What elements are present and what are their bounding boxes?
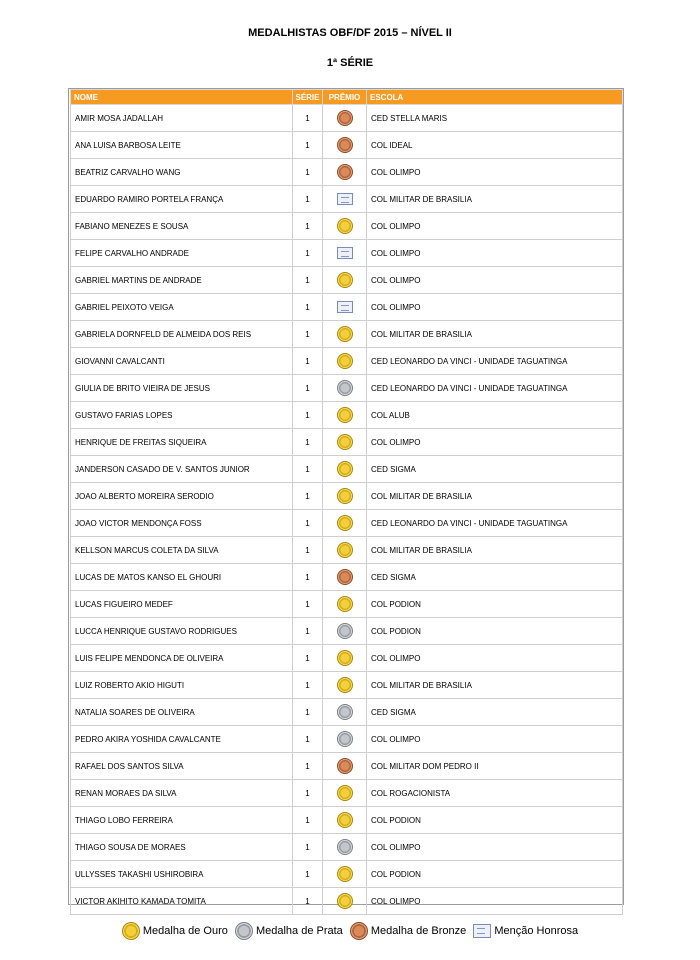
legend-bronze [350, 922, 466, 940]
cell-premio [323, 267, 367, 294]
cell-premio [323, 834, 367, 861]
cell-nome: EDUARDO RAMIRO PORTELA FRANÇA [71, 186, 293, 213]
legend-bronze-label: Medalha de Bronze [370, 925, 467, 937]
cell-escola: COL MILITAR DE BRASILIA [367, 537, 623, 564]
bronze-medal-icon [337, 110, 353, 126]
table-row [71, 564, 623, 591]
table-row [71, 537, 623, 564]
cell-serie: 1 [293, 402, 323, 429]
cell-nome: KELLSON MARCUS COLETA DA SILVA [71, 537, 293, 564]
header-escola: ESCOLA [367, 90, 623, 105]
cell-nome: LUIS FELIPE MENDONCA DE OLIVEIRA [71, 645, 293, 672]
gold-medal-icon [337, 515, 353, 531]
cell-serie: 1 [293, 105, 323, 132]
gold-medal-icon [337, 407, 353, 423]
cell-escola: COL IDEAL [367, 132, 623, 159]
gold-medal-icon [337, 812, 353, 828]
table-row [71, 726, 623, 753]
cell-escola: COL OLIMPO [367, 888, 623, 915]
cell-escola: COL OLIMPO [367, 159, 623, 186]
legend-prata [235, 922, 343, 940]
cell-premio [323, 105, 367, 132]
gold-medal-icon [337, 488, 353, 504]
cell-nome: LUCAS DE MATOS KANSO EL GHOURI [71, 564, 293, 591]
bronze-medal-icon [350, 922, 368, 940]
cell-escola: COL OLIMPO [367, 213, 623, 240]
cell-serie: 1 [293, 564, 323, 591]
cell-serie: 1 [293, 159, 323, 186]
table-header-row [71, 90, 623, 105]
cell-premio [323, 645, 367, 672]
cell-premio [323, 807, 367, 834]
gold-medal-icon [122, 922, 140, 940]
cell-premio [323, 564, 367, 591]
silver-medal-icon [337, 704, 353, 720]
table-row [71, 861, 623, 888]
table-row [71, 645, 623, 672]
cell-serie: 1 [293, 240, 323, 267]
cell-escola: CED SIGMA [367, 564, 623, 591]
cell-serie: 1 [293, 375, 323, 402]
cell-premio [323, 132, 367, 159]
cell-serie: 1 [293, 186, 323, 213]
cell-premio [323, 753, 367, 780]
cell-serie: 1 [293, 537, 323, 564]
cell-escola: COL MILITAR DE BRASILIA [367, 186, 623, 213]
cell-serie: 1 [293, 753, 323, 780]
table-row [71, 672, 623, 699]
cell-nome: LUCCA HENRIQUE GUSTAVO RODRIGUES [71, 618, 293, 645]
cell-escola: CED LEONARDO DA VINCI - UNIDADE TAGUATINGA [367, 348, 623, 375]
gold-medal-icon [337, 785, 353, 801]
table-row [71, 807, 623, 834]
bronze-medal-icon [337, 758, 353, 774]
cell-serie: 1 [293, 780, 323, 807]
cell-premio [323, 321, 367, 348]
table-row [71, 834, 623, 861]
page-title: MEDALHISTAS OBF/DF 2015 – NÍVEL II [248, 27, 452, 39]
cell-premio [323, 240, 367, 267]
cell-serie: 1 [293, 429, 323, 456]
table-row [71, 186, 623, 213]
cell-serie: 1 [293, 510, 323, 537]
cell-serie: 1 [293, 888, 323, 915]
cell-premio [323, 591, 367, 618]
table-row [71, 456, 623, 483]
gold-medal-icon [337, 218, 353, 234]
table-row [71, 213, 623, 240]
cell-serie: 1 [293, 213, 323, 240]
cell-nome: HENRIQUE DE FREITAS SIQUEIRA [71, 429, 293, 456]
cell-premio [323, 456, 367, 483]
cell-nome: JOAO ALBERTO MOREIRA SERODIO [71, 483, 293, 510]
cell-escola: COL OLIMPO [367, 645, 623, 672]
cell-serie: 1 [293, 267, 323, 294]
table-row [71, 159, 623, 186]
gold-medal-icon [337, 434, 353, 450]
cell-escola: CED SIGMA [367, 699, 623, 726]
cell-escola: COL MILITAR DE BRASILIA [367, 672, 623, 699]
cell-nome: THIAGO LOBO FERREIRA [71, 807, 293, 834]
legend-ouro-label: Medalha de Ouro [142, 925, 228, 937]
cell-escola: COL ROGACIONISTA [367, 780, 623, 807]
honorable-mention-icon [473, 924, 491, 938]
legend-ouro [122, 922, 228, 940]
cell-escola: COL PODION [367, 807, 623, 834]
cell-nome: FELIPE CARVALHO ANDRADE [71, 240, 293, 267]
bronze-medal-icon [337, 569, 353, 585]
table-row [71, 483, 623, 510]
table-row [71, 375, 623, 402]
cell-premio [323, 510, 367, 537]
gold-medal-icon [337, 650, 353, 666]
medalists-table [70, 89, 623, 915]
table-row [71, 267, 623, 294]
cell-premio [323, 699, 367, 726]
header-nome: NOME [71, 90, 293, 105]
cell-premio [323, 186, 367, 213]
cell-premio [323, 672, 367, 699]
cell-premio [323, 402, 367, 429]
table-row [71, 618, 623, 645]
cell-premio [323, 861, 367, 888]
cell-escola: COL MILITAR DOM PEDRO II [367, 753, 623, 780]
cell-serie: 1 [293, 348, 323, 375]
gold-medal-icon [337, 866, 353, 882]
table-row [71, 348, 623, 375]
cell-nome: JANDERSON CASADO DE V. SANTOS JUNIOR [71, 456, 293, 483]
cell-nome: GABRIEL PEIXOTO VEIGA [71, 294, 293, 321]
cell-nome: FABIANO MENEZES E SOUSA [71, 213, 293, 240]
table-row [71, 132, 623, 159]
cell-premio [323, 294, 367, 321]
cell-premio [323, 888, 367, 915]
cell-premio [323, 726, 367, 753]
gold-medal-icon [337, 353, 353, 369]
cell-nome: GIULIA DE BRITO VIEIRA DE JESUS [71, 375, 293, 402]
header-premio: PRÊMIO [323, 90, 367, 105]
legend [0, 922, 700, 940]
table-body [71, 105, 623, 915]
cell-premio [323, 429, 367, 456]
cell-serie: 1 [293, 294, 323, 321]
gold-medal-icon [337, 326, 353, 342]
gold-medal-icon [337, 272, 353, 288]
cell-nome: GABRIELA DORNFELD DE ALMEIDA DOS REIS [71, 321, 293, 348]
cell-escola: COL PODION [367, 591, 623, 618]
gold-medal-icon [337, 677, 353, 693]
cell-serie: 1 [293, 591, 323, 618]
cell-serie: 1 [293, 456, 323, 483]
cell-escola: COL OLIMPO [367, 834, 623, 861]
cell-premio [323, 537, 367, 564]
cell-escola: COL OLIMPO [367, 726, 623, 753]
cell-nome: JOAO VICTOR MENDONÇA FOSS [71, 510, 293, 537]
cell-serie: 1 [293, 834, 323, 861]
bronze-medal-icon [337, 137, 353, 153]
cell-nome: GABRIEL MARTINS DE ANDRADE [71, 267, 293, 294]
cell-serie: 1 [293, 483, 323, 510]
silver-medal-icon [337, 839, 353, 855]
silver-medal-icon [337, 623, 353, 639]
gold-medal-icon [337, 461, 353, 477]
cell-escola: COL MILITAR DE BRASILIA [367, 483, 623, 510]
gold-medal-icon [337, 596, 353, 612]
silver-medal-icon [235, 922, 253, 940]
cell-escola: CED LEONARDO DA VINCI - UNIDADE TAGUATINGA [367, 510, 623, 537]
table-row [71, 699, 623, 726]
cell-nome: ANA LUISA BARBOSA LEITE [71, 132, 293, 159]
cell-nome: THIAGO SOUSA DE MORAES [71, 834, 293, 861]
cell-escola: CED SIGMA [367, 456, 623, 483]
cell-serie: 1 [293, 807, 323, 834]
cell-premio [323, 375, 367, 402]
silver-medal-icon [337, 380, 353, 396]
table-row [71, 294, 623, 321]
cell-escola: COL MILITAR DE BRASILIA [367, 321, 623, 348]
cell-nome: RENAN MORAES DA SILVA [71, 780, 293, 807]
silver-medal-icon [337, 731, 353, 747]
cell-escola: COL OLIMPO [367, 240, 623, 267]
cell-serie: 1 [293, 132, 323, 159]
cell-nome: PEDRO AKIRA YOSHIDA CAVALCANTE [71, 726, 293, 753]
honorable-mention-icon [337, 193, 353, 205]
cell-escola: COL ALUB [367, 402, 623, 429]
honorable-mention-icon [337, 247, 353, 259]
table-row [71, 402, 623, 429]
cell-nome: GUSTAVO FARIAS LOPES [71, 402, 293, 429]
legend-prata-label: Medalha de Prata [255, 925, 343, 937]
cell-serie: 1 [293, 726, 323, 753]
cell-premio [323, 159, 367, 186]
cell-premio [323, 483, 367, 510]
cell-premio [323, 618, 367, 645]
gold-medal-icon [337, 893, 353, 909]
cell-nome: LUCAS FIGUEIRO MEDEF [71, 591, 293, 618]
honorable-mention-icon [337, 301, 353, 313]
cell-escola: CED LEONARDO DA VINCI - UNIDADE TAGUATINGA [367, 375, 623, 402]
table-row [71, 753, 623, 780]
cell-premio [323, 780, 367, 807]
cell-escola: CED STELLA MARIS [367, 105, 623, 132]
table-row [71, 429, 623, 456]
cell-serie: 1 [293, 699, 323, 726]
cell-escola: COL OLIMPO [367, 429, 623, 456]
cell-serie: 1 [293, 645, 323, 672]
page-subtitle: 1ª SÉRIE [326, 57, 374, 69]
legend-mencao-label: Menção Honrosa [494, 925, 579, 937]
table-row [71, 591, 623, 618]
cell-serie: 1 [293, 321, 323, 348]
bronze-medal-icon [337, 164, 353, 180]
cell-escola: COL PODION [367, 861, 623, 888]
table-row [71, 321, 623, 348]
cell-serie: 1 [293, 618, 323, 645]
table-row [71, 240, 623, 267]
cell-nome: LUIZ ROBERTO AKIO HIGUTI [71, 672, 293, 699]
cell-premio [323, 348, 367, 375]
cell-nome: GIOVANNI CAVALCANTI [71, 348, 293, 375]
table-row [71, 105, 623, 132]
cell-nome: BEATRIZ CARVALHO WANG [71, 159, 293, 186]
gold-medal-icon [337, 542, 353, 558]
cell-serie: 1 [293, 861, 323, 888]
cell-escola: COL OLIMPO [367, 294, 623, 321]
table-row [71, 888, 623, 915]
cell-premio [323, 213, 367, 240]
cell-serie: 1 [293, 672, 323, 699]
cell-escola: COL PODION [367, 618, 623, 645]
cell-nome: VICTOR AKIHITO KAMADA TOMITA [71, 888, 293, 915]
cell-escola: COL OLIMPO [367, 267, 623, 294]
legend-mencao [473, 924, 578, 938]
table-row [71, 780, 623, 807]
cell-nome: AMIR MOSA JADALLAH [71, 105, 293, 132]
cell-nome: NATALIA SOARES DE OLIVEIRA [71, 699, 293, 726]
cell-nome: RAFAEL DOS SANTOS SILVA [71, 753, 293, 780]
header-serie: SÉRIE [293, 90, 323, 105]
cell-nome: ULLYSSES TAKASHI USHIROBIRA [71, 861, 293, 888]
table-row [71, 510, 623, 537]
